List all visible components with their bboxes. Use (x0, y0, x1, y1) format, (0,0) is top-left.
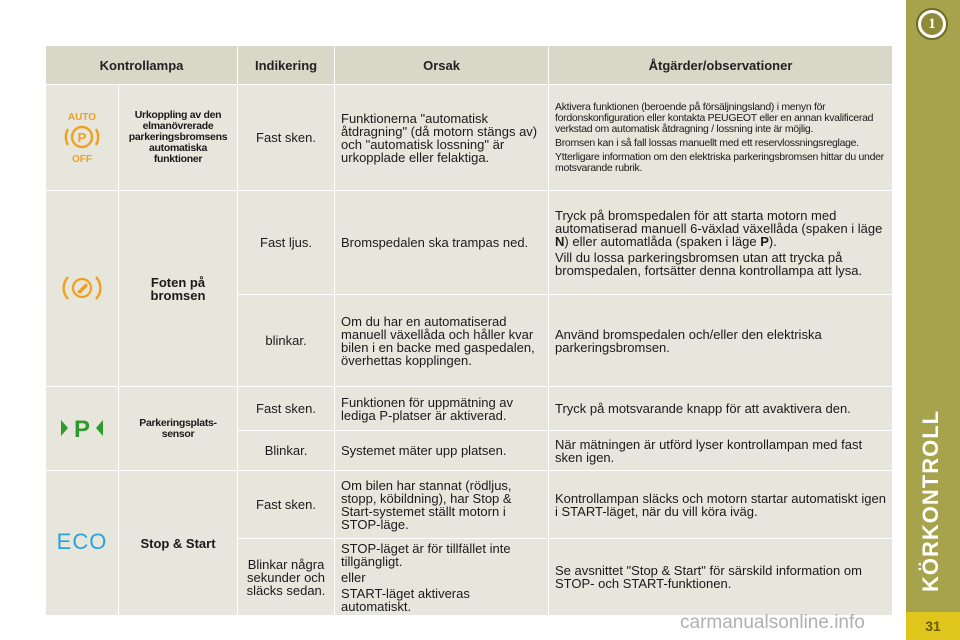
parking-p-label: P (73, 415, 91, 441)
action-text: När mätningen är utförd lyser kontrollampan med fast sken igen. (549, 431, 893, 471)
indication-text: blinkar. (238, 295, 335, 387)
chapter-number: 1 (921, 13, 943, 35)
action-paragraph: Aktivera funktionen (beroende på försäljningsland) i menyn för fordonskonfiguration eller kontakta PEUGEOT eller en annan kvalificerad verkstad om automatisk åtdragning / lossning inte är möjlig. (555, 100, 874, 135)
warning-light-icon-cell (46, 85, 119, 191)
auto-label: AUTO (67, 111, 97, 123)
causes-cell (335, 539, 549, 616)
cause-text: Bromspedalen ska trampas ned. (335, 191, 549, 295)
action-paragraph: Bromsen kan i så fall lossas manuellt med ett reservlossningsreglage. (555, 136, 859, 149)
action-text: Tryck på motsvarande knapp för att avaktivera den. (549, 387, 893, 431)
cause-paragraph: START-läget aktiveras automatiskt. (341, 585, 470, 614)
indication-text: Blinkar. (238, 431, 335, 471)
auto-parking-brake-off-icon (60, 110, 104, 164)
warning-light-icon-cell (46, 191, 119, 387)
cause-text: Systemet mäter upp platsen. (335, 431, 549, 471)
indication-text: Fast sken. (238, 471, 335, 539)
table-row (46, 387, 893, 431)
table-header-row (46, 46, 893, 85)
actions-cell (549, 191, 893, 295)
actions-cell (549, 85, 893, 191)
header-indication: Indikering (238, 46, 335, 85)
action-paragraph: Vill du lossa parkeringsbromsen utan att trycka på bromspedalen, fortsätter denna kontrollampa att lysa. (555, 249, 863, 278)
warning-lights-table (45, 45, 893, 616)
table-row (46, 191, 893, 295)
header-cause: Orsak (335, 46, 549, 85)
action-text: Se avsnittet "Stop & Start" för särskild information om STOP- och START-funktionen. (549, 539, 893, 616)
off-label: OFF (72, 153, 92, 164)
page-number: 31 (906, 612, 960, 640)
watermark: carmanualsonline.info (680, 612, 865, 633)
warning-light-icon-cell (46, 471, 119, 616)
cause-text: Om du har en automatiserad manuell växellåda och håller kvar bilen i en backe med gaspedalen, överhettas kopplingen. (335, 295, 549, 387)
indication-text: Fast ljus. (238, 191, 335, 295)
header-actions: Åtgärder/observationer (549, 46, 893, 85)
indication-text: Fast sken. (238, 85, 335, 191)
foot-on-brake-icon (62, 273, 102, 303)
indication-text: Blinkar några sekunder och släcks sedan. (238, 539, 335, 616)
cause-paragraph: STOP-läget är för tillfället inte tillgängligt. (341, 540, 511, 569)
chapter-title: KÖRKONTROLL (918, 409, 943, 592)
eco-icon: ECO (56, 529, 108, 554)
chapter-number-badge[interactable] (916, 8, 948, 40)
p-label: P (77, 129, 87, 145)
parking-sensor-icon (59, 415, 105, 441)
action-text: Kontrollampan släcks och motorn startar automatiskt igen i START-läget, när du vill köra iväg. (549, 471, 893, 539)
warning-light-name: Parkeringsplats-sensor (119, 387, 238, 471)
warning-light-icon-cell (46, 387, 119, 471)
warning-light-name: Stop & Start (119, 471, 238, 616)
action-paragraph: Tryck på bromspedalen för att starta motorn med automatiserad manuell 6-växlad växellåda (spaken i läge N) eller automatlåda (spaken i läge P). (555, 207, 883, 249)
warning-light-name: Urkoppling av den elmanövrerade parkeringsbromsens automatiska funktioner (119, 85, 238, 191)
action-text: Använd bromspedalen och/eller den elektriska parkeringsbromsen. (549, 295, 893, 387)
header-warning-light: Kontrollampa (46, 46, 238, 85)
table-row (46, 85, 893, 191)
cause-paragraph: eller (341, 569, 366, 585)
warning-light-name: Foten på bromsen (119, 191, 238, 387)
cause-text: Funktionerna "automatisk åtdragning" (då motorn stängs av) och "automatisk lossning" är urkopplade eller felaktiga. (335, 85, 549, 191)
indication-text: Fast sken. (238, 387, 335, 431)
table-row (46, 471, 893, 539)
action-paragraph: Ytterligare information om den elektriska parkeringsbromsen hittar du under motsvarande rubrik. (555, 150, 884, 174)
cause-text: Funktionen för uppmätning av lediga P-platser är aktiverad. (335, 387, 549, 431)
cause-text: Om bilen har stannat (rödljus, stopp, köbildning), har Stop & Start-systemet ställt motorn i STOP-läge. (335, 471, 549, 539)
